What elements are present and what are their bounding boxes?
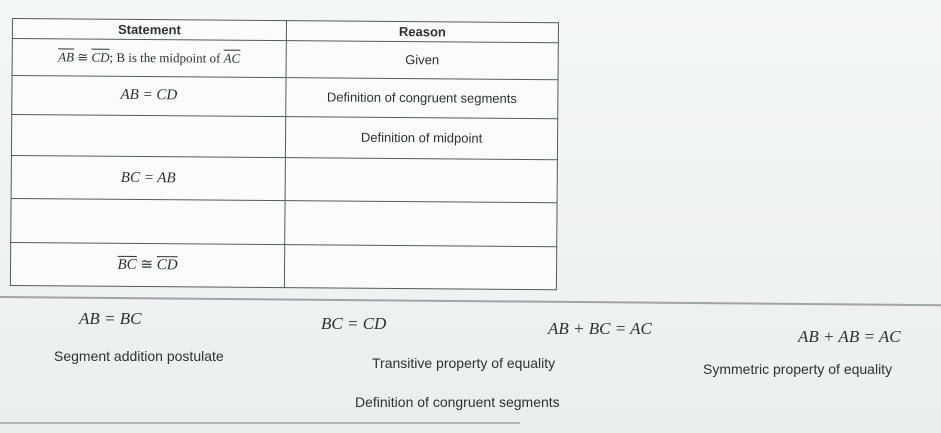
segment-ac: AC (223, 50, 241, 66)
option-symmetric-property[interactable]: Symmetric property of equality (703, 361, 893, 377)
reason-cell-2: Definition of congruent segments (286, 77, 558, 118)
table-row (11, 114, 557, 160)
option-ab-plus-ab-equals-ac[interactable]: AB + AB = AC (798, 327, 901, 346)
segment-cd: CD (156, 257, 178, 274)
option-ab-equals-bc[interactable]: AB = BC (79, 309, 142, 328)
midpoint-text: ; B is the midpoint of (109, 49, 224, 66)
bottom-divider (0, 422, 520, 424)
reason-header: Reason (286, 21, 558, 43)
table-row (11, 156, 557, 204)
segment-ab: AB (58, 48, 75, 65)
statement-cell-4: BC = AB (11, 156, 285, 201)
option-ab-plus-bc-equals-ac[interactable]: AB + BC = AC (548, 319, 652, 338)
option-segment-addition-postulate[interactable]: Segment addition postulate (54, 348, 224, 364)
option-transitive-property[interactable]: Transitive property of equality (372, 355, 556, 371)
segment-bc: BC (117, 257, 137, 274)
table-row (10, 242, 556, 290)
table-row (12, 75, 558, 118)
table-row (11, 199, 557, 247)
statement-drop-slot-3[interactable] (11, 114, 285, 157)
statement-cell-1 (12, 38, 286, 77)
congruent-symbol: ≅ (73, 49, 92, 65)
congruent-symbol: ≅ (136, 257, 157, 274)
segment-cd: CD (91, 49, 110, 65)
reason-drop-slot-5[interactable] (285, 201, 557, 246)
proof-table (10, 18, 559, 290)
reason-drop-slot-6[interactable] (284, 244, 556, 289)
statement-drop-slot-5[interactable] (11, 199, 285, 244)
statement-cell-2: AB = CD (12, 75, 286, 116)
table-row (12, 38, 558, 79)
reason-cell-3: Definition of midpoint (285, 117, 557, 160)
option-bc-equals-cd[interactable]: BC = CD (321, 314, 387, 333)
option-definition-of-congruent-segments[interactable]: Definition of congruent segments (355, 394, 560, 410)
statement-header: Statement (12, 19, 286, 41)
statement-cell-6 (10, 242, 284, 287)
reason-cell-1: Given (286, 40, 558, 79)
reason-drop-slot-4[interactable] (285, 158, 557, 203)
divider (0, 296, 941, 306)
